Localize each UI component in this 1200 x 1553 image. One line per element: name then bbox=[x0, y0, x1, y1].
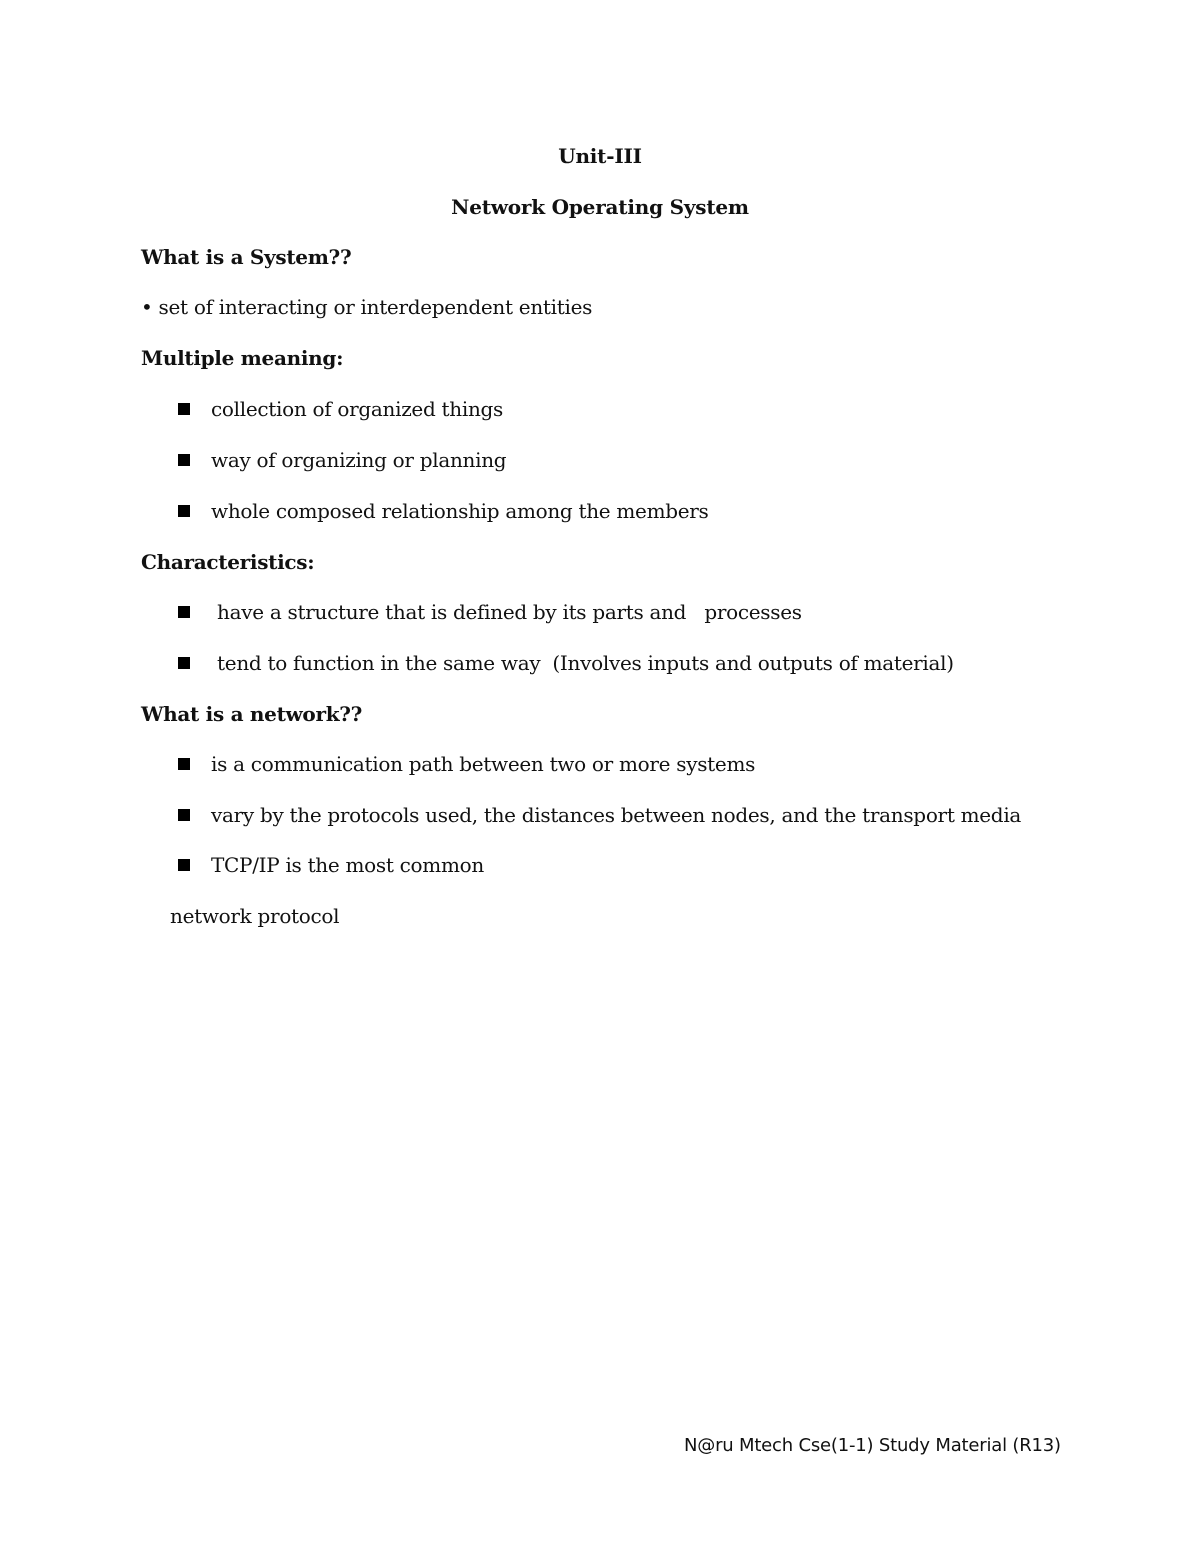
list-item-continuation: network protocol bbox=[170, 904, 340, 928]
page-subtitle: Network Operating System bbox=[451, 195, 749, 219]
list-item bbox=[178, 752, 755, 776]
square-bullet-icon bbox=[178, 657, 190, 669]
square-bullet-icon bbox=[178, 606, 190, 618]
list-item-text: tend to function in the same way (Involves inputs and outputs of material) bbox=[211, 651, 954, 675]
list-item bbox=[178, 803, 1021, 827]
list-item bbox=[178, 448, 506, 472]
list-item bbox=[178, 397, 503, 421]
list-item bbox=[178, 600, 802, 624]
square-bullet-icon bbox=[178, 403, 190, 415]
list-item-text: vary by the protocols used, the distances between nodes, and the transport media bbox=[211, 803, 1022, 827]
heading-what-is-system: What is a System?? bbox=[141, 245, 352, 269]
heading-characteristics: Characteristics: bbox=[141, 550, 315, 574]
page-title: Unit-III bbox=[558, 144, 642, 168]
square-bullet-icon bbox=[178, 758, 190, 770]
square-bullet-icon bbox=[178, 859, 190, 871]
list-item-text: have a structure that is defined by its parts and processes bbox=[211, 600, 802, 624]
list-item-text: is a communication path between two or more systems bbox=[211, 752, 756, 776]
heading-multiple-meaning: Multiple meaning: bbox=[141, 346, 344, 370]
list-item bbox=[178, 499, 709, 523]
square-bullet-icon bbox=[178, 454, 190, 466]
list-item-text: whole composed relationship among the members bbox=[211, 499, 709, 523]
system-definition: • set of interacting or interdependent entities bbox=[141, 295, 593, 319]
list-item bbox=[178, 853, 484, 877]
list-item bbox=[178, 651, 954, 675]
list-item-text: TCP/IP is the most common bbox=[211, 853, 484, 877]
page-footer: N@ru Mtech Cse(1-1) Study Material (R13) bbox=[684, 1435, 1061, 1456]
square-bullet-icon bbox=[178, 505, 190, 517]
list-item-text: collection of organized things bbox=[211, 397, 503, 421]
list-item-text: way of organizing or planning bbox=[211, 448, 507, 472]
square-bullet-icon bbox=[178, 809, 190, 821]
heading-what-is-network: What is a network?? bbox=[141, 702, 363, 726]
